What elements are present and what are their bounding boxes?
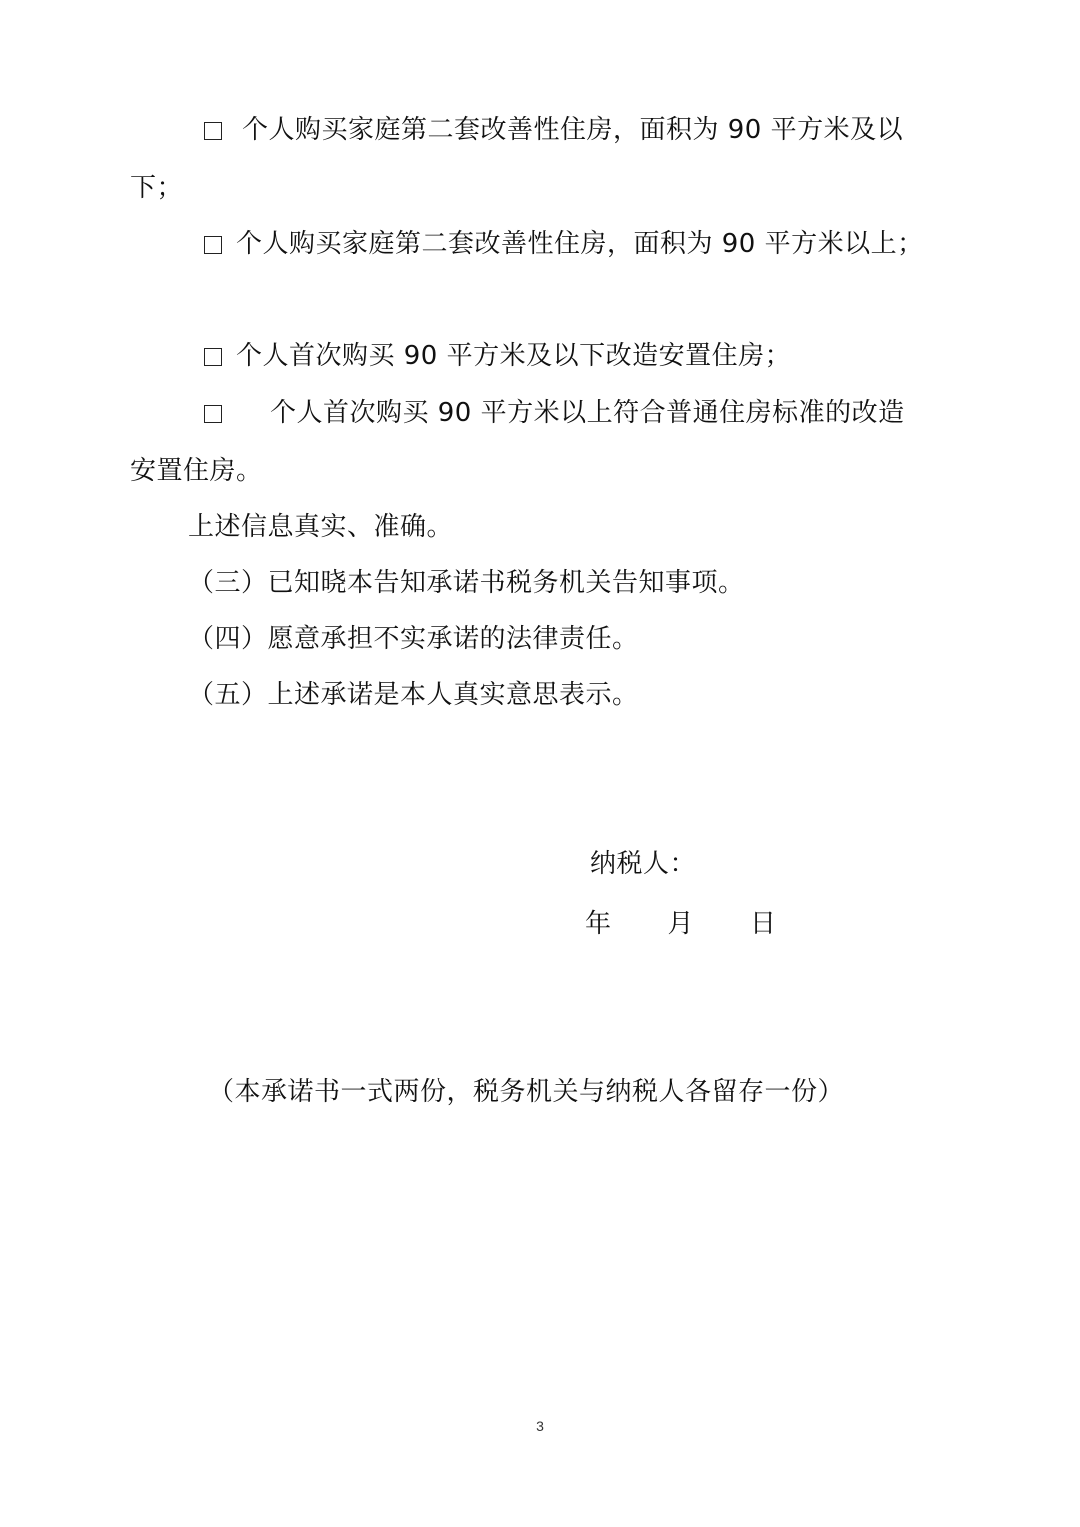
- option-2-text-line1: 个人购买家庭第二套改善性住房，面积为 90 平方米以上；: [236, 229, 924, 259]
- checkbox-option-1[interactable]: [204, 122, 222, 140]
- commitment-3: （三）已知晓本告知承诺书税务机关告知事项。: [188, 568, 745, 598]
- statement: 上述信息真实、准确。: [188, 512, 454, 542]
- option-4-continuation: [130, 453, 263, 489]
- checkbox-option-3[interactable]: [204, 348, 222, 366]
- checkbox-option-2[interactable]: [204, 236, 222, 254]
- date-month-label: 月: [667, 909, 695, 939]
- option-3-text-line1: 个人首次购买 90 平方米及以下改造安置住房；: [236, 341, 792, 371]
- option-1-text-line1: 个人购买家庭第二套改善性住房，面积为 90 平方米及以: [242, 115, 904, 145]
- page-number: 3: [536, 1418, 544, 1434]
- commitment-4: （四）愿意承担不实承诺的法律责任。: [188, 624, 639, 654]
- taxpayer-signature-label: 纳税人：: [590, 849, 697, 879]
- commitment-5: （五）上述承诺是本人真实意思表示。: [188, 680, 639, 710]
- option-4: [204, 395, 905, 431]
- option-2: [204, 226, 924, 262]
- date-year-label: 年: [585, 909, 612, 939]
- option-1-text-line2: 下；: [130, 173, 184, 203]
- footnote: （本承诺书一式两份，税务机关与纳税人各留存一份）: [208, 1077, 845, 1107]
- option-4-text-line1: 个人首次购买 90 平方米以上符合普通住房标准的改造: [270, 398, 905, 428]
- option-1-continuation: [130, 170, 183, 206]
- date-day-label: 日: [750, 909, 777, 939]
- option-3: [204, 338, 791, 374]
- checkbox-option-4[interactable]: [204, 405, 222, 423]
- option-1: [204, 112, 903, 148]
- option-4-text-line2: 安置住房。: [130, 456, 263, 486]
- signature-date: [585, 906, 777, 942]
